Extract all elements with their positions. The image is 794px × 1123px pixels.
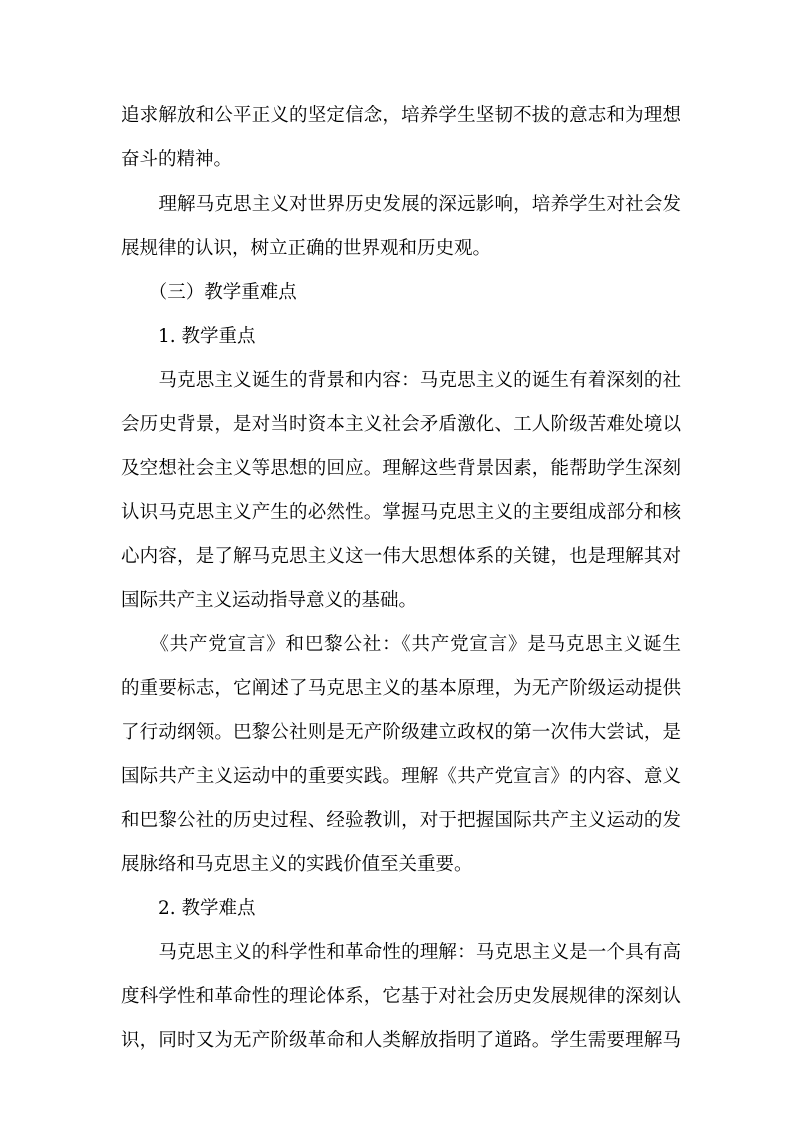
- subsection-heading: 2. 教学难点: [121, 898, 256, 919]
- text-line: 理解马克思主义对世界历史发展的深远影响，培养学生对社会发: [121, 194, 681, 215]
- text-line: 的重要标志，它阐述了马克思主义的基本原理，为无产阶级运动提供: [121, 678, 681, 699]
- text-line: 认识马克思主义产生的必然性。掌握马克思主义的主要组成部分和核: [121, 502, 681, 523]
- text-line: 国际共产主义运动指导意义的基础。: [121, 590, 418, 611]
- text-line: 展规律的认识，树立正确的世界观和历史观。: [121, 238, 492, 259]
- text-line: 《共产党宣言》和巴黎公社：《共产党宣言》是马克思主义诞生: [121, 634, 681, 655]
- text-line: 和巴黎公社的历史过程、经验教训，对于把握国际共产主义运动的发: [121, 810, 681, 831]
- section-heading: （三）教学重难点: [121, 282, 297, 303]
- text-line: 了行动纲领。巴黎公社则是无产阶级建立政权的第一次伟大尝试，是: [121, 722, 681, 743]
- text-line: 国际共产主义运动中的重要实践。理解《共产党宣言》的内容、意义: [121, 766, 681, 787]
- subsection-heading: 1. 教学重点: [121, 326, 256, 347]
- text-line: 度科学性和革命性的理论体系，它基于对社会历史发展规律的深刻认: [121, 986, 681, 1007]
- text-line: 识，同时又为无产阶级革命和人类解放指明了道路。学生需要理解马: [121, 1030, 681, 1051]
- text-line: 展脉络和马克思主义的实践价值至关重要。: [121, 854, 473, 875]
- text-line: 追求解放和公平正义的坚定信念，培养学生坚韧不拔的意志和为理想: [121, 105, 681, 126]
- text-line: 马克思主义诞生的背景和内容：马克思主义的诞生有着深刻的社: [121, 370, 681, 391]
- text-line: 奋斗的精神。: [121, 149, 233, 170]
- text-line: 会历史背景，是对当时资本主义社会矛盾激化、工人阶级苦难处境以: [121, 414, 681, 435]
- text-line: 马克思主义的科学性和革命性的理解：马克思主义是一个具有高: [121, 942, 681, 963]
- text-line: 心内容，是了解马克思主义这一伟大思想体系的关键，也是理解其对: [121, 546, 681, 567]
- text-line: 及空想社会主义等思想的回应。理解这些背景因素，能帮助学生深刻: [121, 458, 681, 479]
